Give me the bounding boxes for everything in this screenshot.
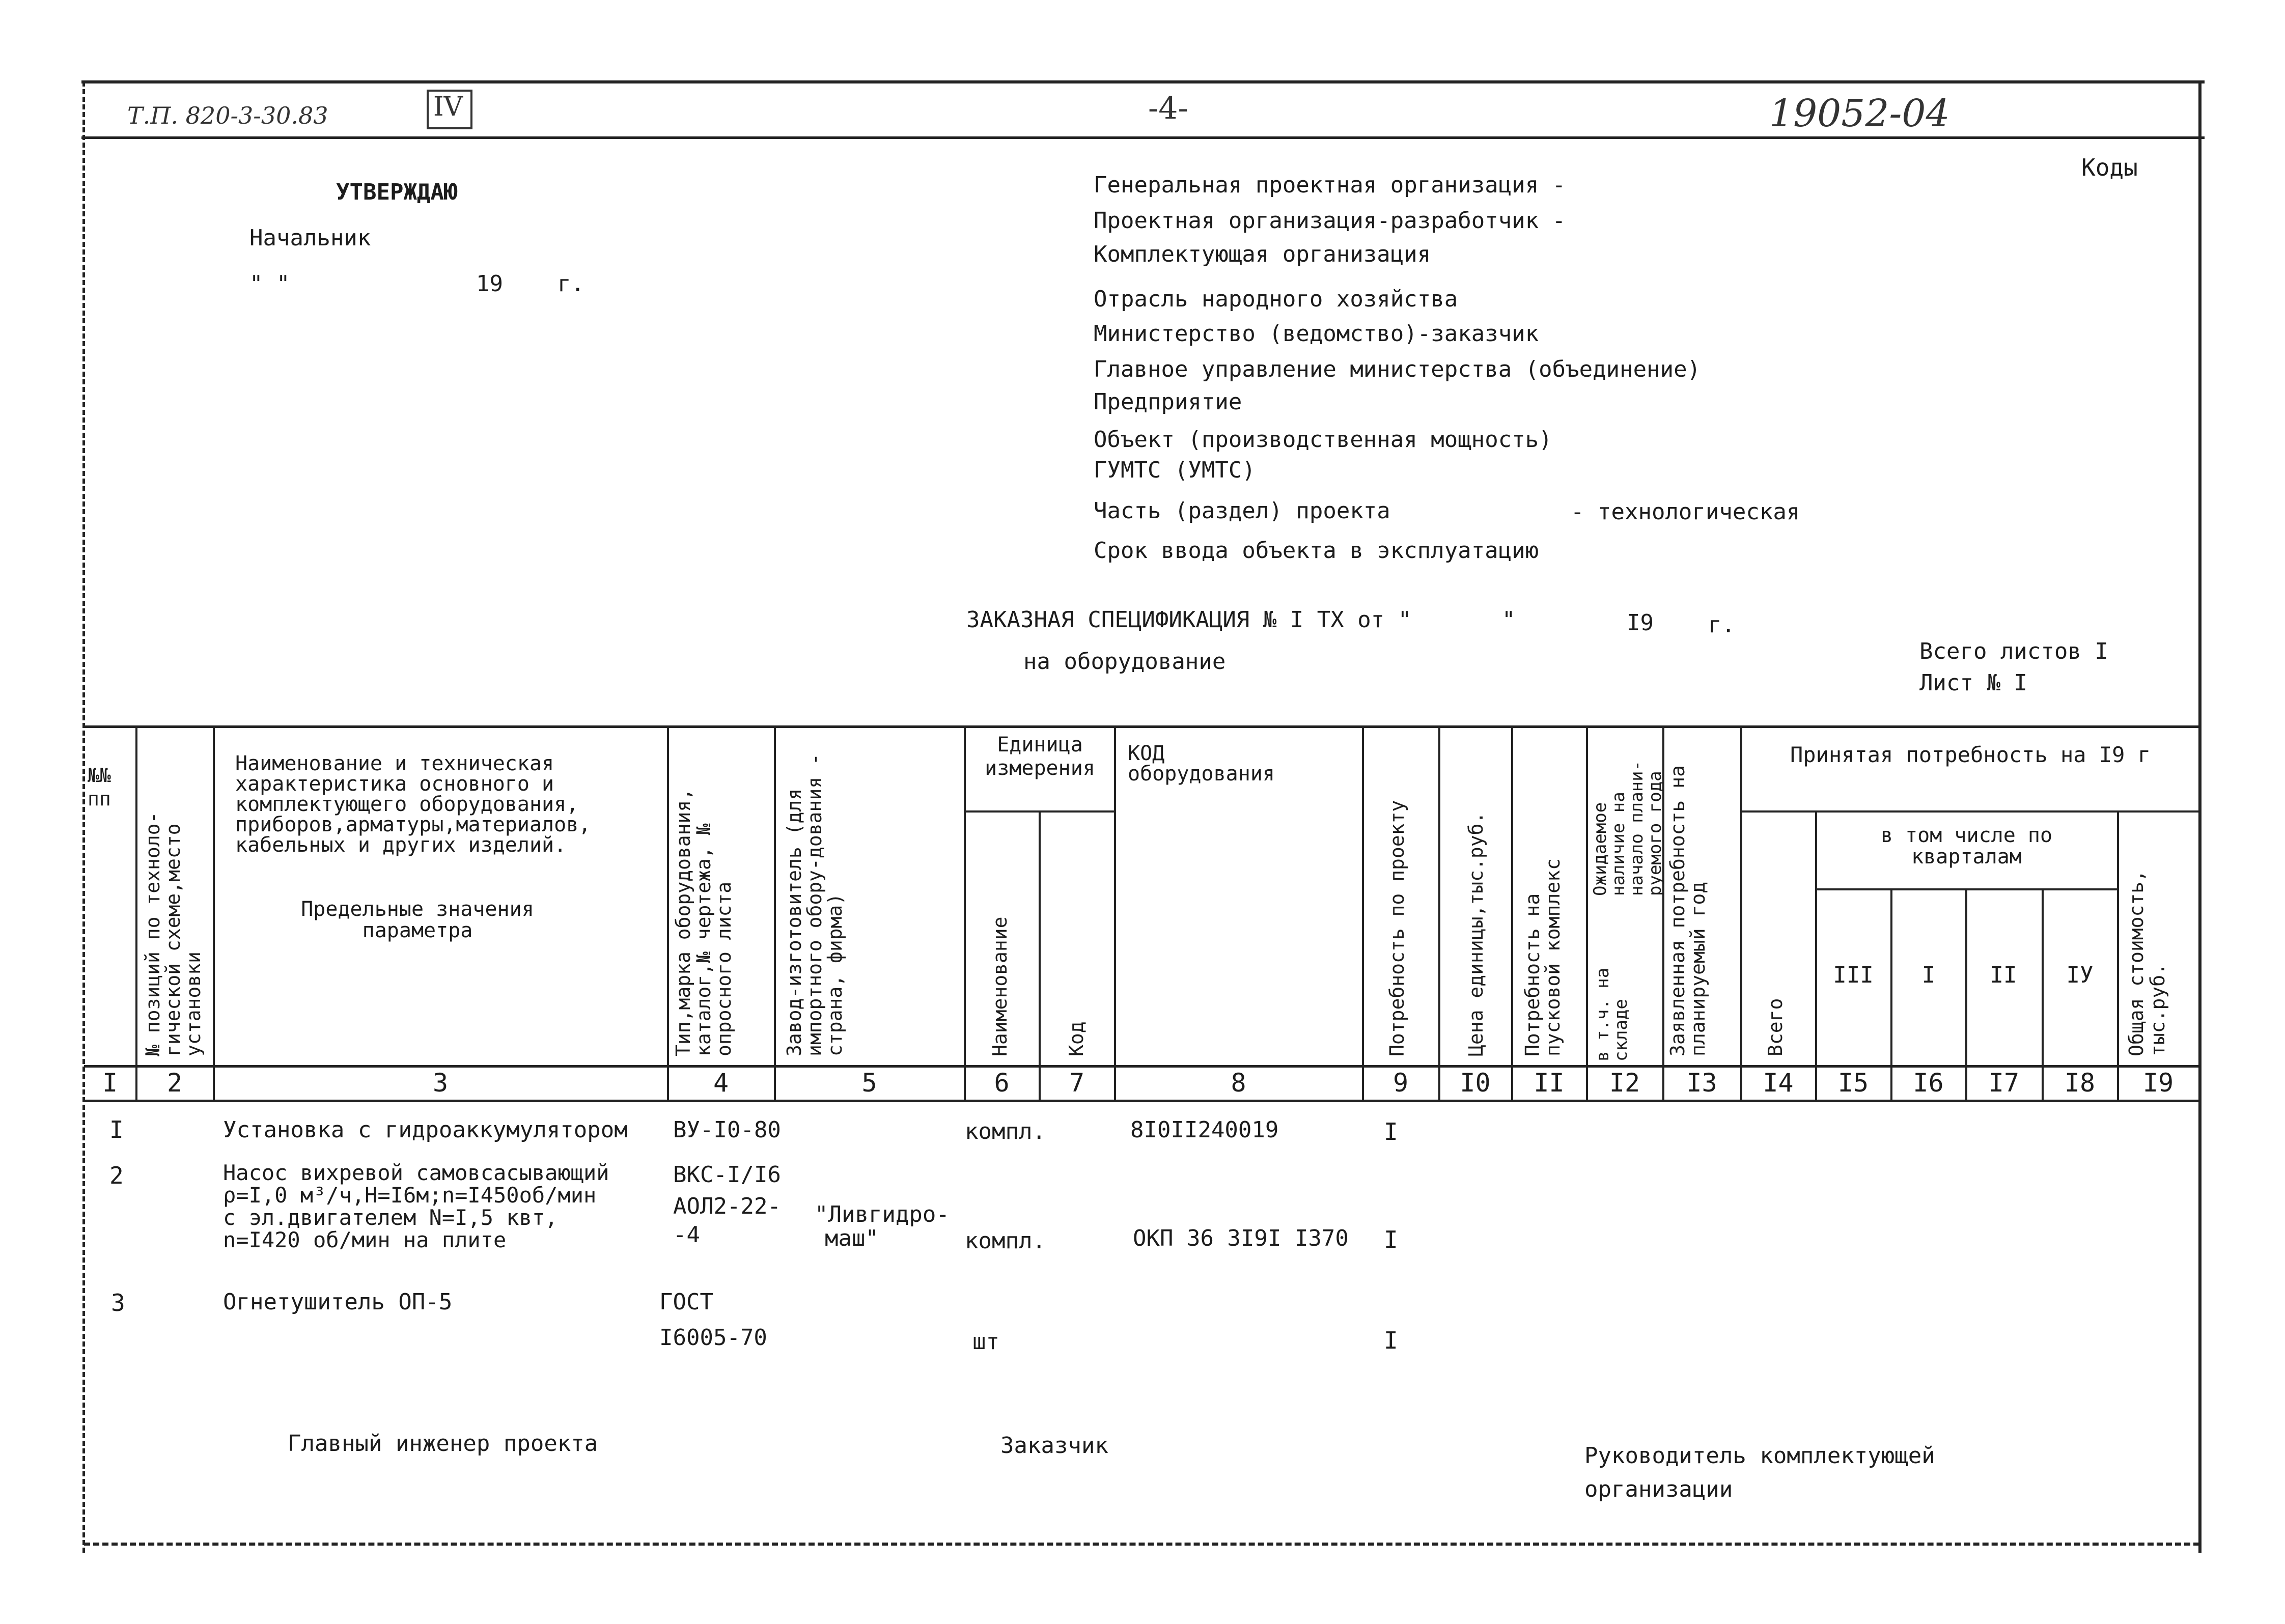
org-field: Генеральная проектная организация - xyxy=(1094,172,1566,198)
col-divider xyxy=(213,727,215,1101)
column-numbers-top-line xyxy=(84,1065,2199,1068)
approval-title: УТВЕРЖДАЮ xyxy=(336,179,458,205)
org-field: Часть (раздел) проекта xyxy=(1094,498,1390,524)
approval-date-year: 19 xyxy=(476,271,503,297)
header-col2: № позиций по техноло-гической схеме,место установки xyxy=(142,811,205,1056)
row-type: ВУ-I0-80 xyxy=(673,1117,781,1143)
column-number: I8 xyxy=(2064,1068,2096,1098)
org-field: Министерство (ведомство)-заказчик xyxy=(1094,321,1539,347)
header-col19: Общая стоимость, тыс.руб. xyxy=(2125,870,2169,1056)
column-number: 2 xyxy=(166,1068,183,1098)
col-divider xyxy=(135,727,137,1101)
signature-supplier-head: Руководитель комплектующей xyxy=(1584,1443,1935,1469)
bottom-border xyxy=(84,1543,2199,1546)
column-number: II xyxy=(1534,1068,1565,1098)
column-number: I7 xyxy=(1988,1068,2020,1098)
col-divider xyxy=(964,727,966,1101)
column-number: I0 xyxy=(1460,1068,1491,1098)
col-divider xyxy=(1586,727,1588,1101)
header-divider xyxy=(81,136,2205,139)
header-q3: III xyxy=(1833,962,1874,988)
column-number: I6 xyxy=(1913,1068,1944,1098)
header-col4: Тип,марка оборудования, каталог,№ чертежа, № опросного листа xyxy=(672,788,735,1056)
col-divider xyxy=(1039,811,1041,1101)
column-number: I2 xyxy=(1609,1068,1640,1098)
column-number: I5 xyxy=(1837,1068,1869,1098)
org-field: Комплектующая организация xyxy=(1094,241,1431,267)
row-name: ρ=I,0 м³/ч,Н=I6м;n=I450об/мин xyxy=(223,1183,597,1208)
signature-supplier-head-2: организации xyxy=(1584,1476,1733,1502)
row-number: I xyxy=(109,1116,124,1143)
row-type: -4 xyxy=(673,1222,700,1248)
row-qty: I xyxy=(1384,1327,1398,1354)
subheader-line-accepted xyxy=(1740,810,2199,813)
row-maker: "Ливгидро- xyxy=(815,1201,950,1227)
column-number: I9 xyxy=(2142,1068,2174,1098)
row-code: ОКП 36 3I9I I370 xyxy=(1133,1225,1349,1251)
row-name: n=I420 об/мин на плите xyxy=(223,1227,507,1252)
right-border xyxy=(2198,81,2202,1553)
col-divider xyxy=(2117,811,2119,1101)
signature-customer: Заказчик xyxy=(1000,1433,1108,1459)
header-col13: Заявленная потребность на планируемый год xyxy=(1666,765,1709,1056)
col-divider xyxy=(1740,727,1742,1101)
row-name: Установка с гидроаккумулятором xyxy=(223,1117,628,1143)
codes-label: Коды xyxy=(2081,154,2138,181)
org-field: Главное управление министерства (объединение) xyxy=(1094,356,1701,382)
project-code: Т.П. 820-3-30.83 xyxy=(127,102,328,129)
project-part-value: - технологическая xyxy=(1571,499,1800,525)
column-number: I3 xyxy=(1686,1068,1717,1098)
org-field: Предприятие xyxy=(1094,389,1242,415)
org-field: Объект (производственная мощность) xyxy=(1094,427,1552,453)
row-name: Огнетушитель ОП-5 xyxy=(223,1289,453,1315)
column-number: I xyxy=(102,1068,118,1098)
header-col11: Потребность на пусковой комплекс xyxy=(1521,858,1564,1056)
col-divider xyxy=(1362,727,1364,1101)
header-q4: IУ xyxy=(2066,962,2094,988)
column-numbers-bottom-line xyxy=(84,1100,2199,1102)
col-divider xyxy=(1438,727,1440,1101)
header-quarters-group: в том числе по кварталам xyxy=(1880,824,2053,869)
spec-title-quote: " xyxy=(1502,607,1516,633)
sheet-number: Лист № I xyxy=(1919,670,2027,696)
header-q2: II xyxy=(1990,962,2017,988)
row-qty: I xyxy=(1384,1226,1398,1253)
column-number: 3 xyxy=(432,1068,449,1098)
approval-position: Начальник xyxy=(249,225,371,251)
column-number: 8 xyxy=(1231,1068,1246,1098)
column-number: 4 xyxy=(713,1068,729,1098)
spec-title: ЗАКАЗНАЯ СПЕЦИФИКАЦИЯ № I ТХ от " xyxy=(966,607,1412,633)
header-q1: I xyxy=(1921,962,1936,988)
row-type: ВКС-I/I6 xyxy=(673,1162,781,1188)
header-col8: КОД оборудования xyxy=(1128,742,1275,786)
document-number: 19052-04 xyxy=(1769,92,1950,135)
header-col10: Цена единицы,тыс.руб. xyxy=(1465,811,1487,1056)
approval-date-suffix: г. xyxy=(558,271,584,297)
page-number: -4- xyxy=(1148,91,1188,126)
column-number: 6 xyxy=(994,1068,1010,1098)
volume-mark: IV xyxy=(433,92,463,122)
spec-title-year-suffix: г. xyxy=(1708,612,1735,638)
left-border xyxy=(82,81,85,1553)
col-divider xyxy=(667,727,669,1101)
header-col12-main: Ожидаемое наличие на начало плани-руемого года xyxy=(1590,760,1665,896)
header-col9: Потребность по проекту xyxy=(1386,800,1408,1056)
col-divider xyxy=(1511,727,1513,1101)
column-number: I4 xyxy=(1763,1068,1794,1098)
top-border xyxy=(81,80,2205,83)
org-field: Отрасль народного хозяйства xyxy=(1094,286,1458,312)
spec-title-year: I9 xyxy=(1627,610,1654,636)
row-type: ГОСТ xyxy=(659,1289,713,1315)
row-number: 2 xyxy=(109,1162,124,1189)
org-field: Срок ввода объекта в эксплуатацию xyxy=(1094,538,1539,564)
row-name: Насос вихревой самовсасывающий xyxy=(223,1160,609,1185)
col-divider xyxy=(1815,811,1817,1101)
header-accepted-group: Принятая потребность на I9 г xyxy=(1790,742,2151,767)
column-number: 7 xyxy=(1069,1068,1085,1098)
total-sheets: Всего листов I xyxy=(1919,638,2108,664)
signature-chief-engineer: Главный инженер проекта xyxy=(288,1431,598,1457)
row-code: 8I0II240019 xyxy=(1130,1117,1279,1143)
approval-date-quotes: " " xyxy=(249,271,290,297)
row-name: с эл.двигателем N=I,5 квт, xyxy=(223,1205,558,1230)
col-divider xyxy=(1114,727,1116,1101)
col-divider xyxy=(774,727,776,1101)
header-col7: Код xyxy=(1065,1021,1088,1056)
column-number: 9 xyxy=(1392,1068,1409,1098)
row-type: АОЛ2-22- xyxy=(673,1193,781,1219)
header-col5: Завод-изготовитель (для импортного обору-дования - страна, фирма) xyxy=(783,753,846,1056)
header-col6: Наименование xyxy=(989,916,1011,1056)
header-col12-sub: в т.ч. на складе xyxy=(1593,967,1631,1061)
org-field: Проектная организация-разработчик - xyxy=(1094,208,1566,234)
header-col3-main: Наименование и техническая характеристика основного и комплектующего оборудования, приборов,арматуры,материалов, кабельных и других изделий. xyxy=(235,752,591,857)
spec-subtitle: на оборудование xyxy=(1023,649,1226,675)
header-col1: №№ пп xyxy=(88,764,111,810)
header-col3-sub: Предельные значения параметра xyxy=(301,898,534,942)
row-number: 3 xyxy=(111,1289,125,1317)
row-unit: компл. xyxy=(965,1228,1046,1254)
column-number: 5 xyxy=(861,1068,877,1098)
row-unit: шт xyxy=(972,1329,999,1355)
table-top-line xyxy=(84,725,2199,728)
row-qty: I xyxy=(1384,1118,1398,1145)
row-maker: маш" xyxy=(825,1225,879,1251)
header-units-group: Единица измерения xyxy=(985,733,1095,780)
row-unit: компл. xyxy=(965,1118,1046,1144)
row-type: I6005-70 xyxy=(659,1325,767,1351)
org-field: ГУМТС (УМТС) xyxy=(1094,457,1256,483)
header-col14: Всего xyxy=(1764,998,1787,1056)
